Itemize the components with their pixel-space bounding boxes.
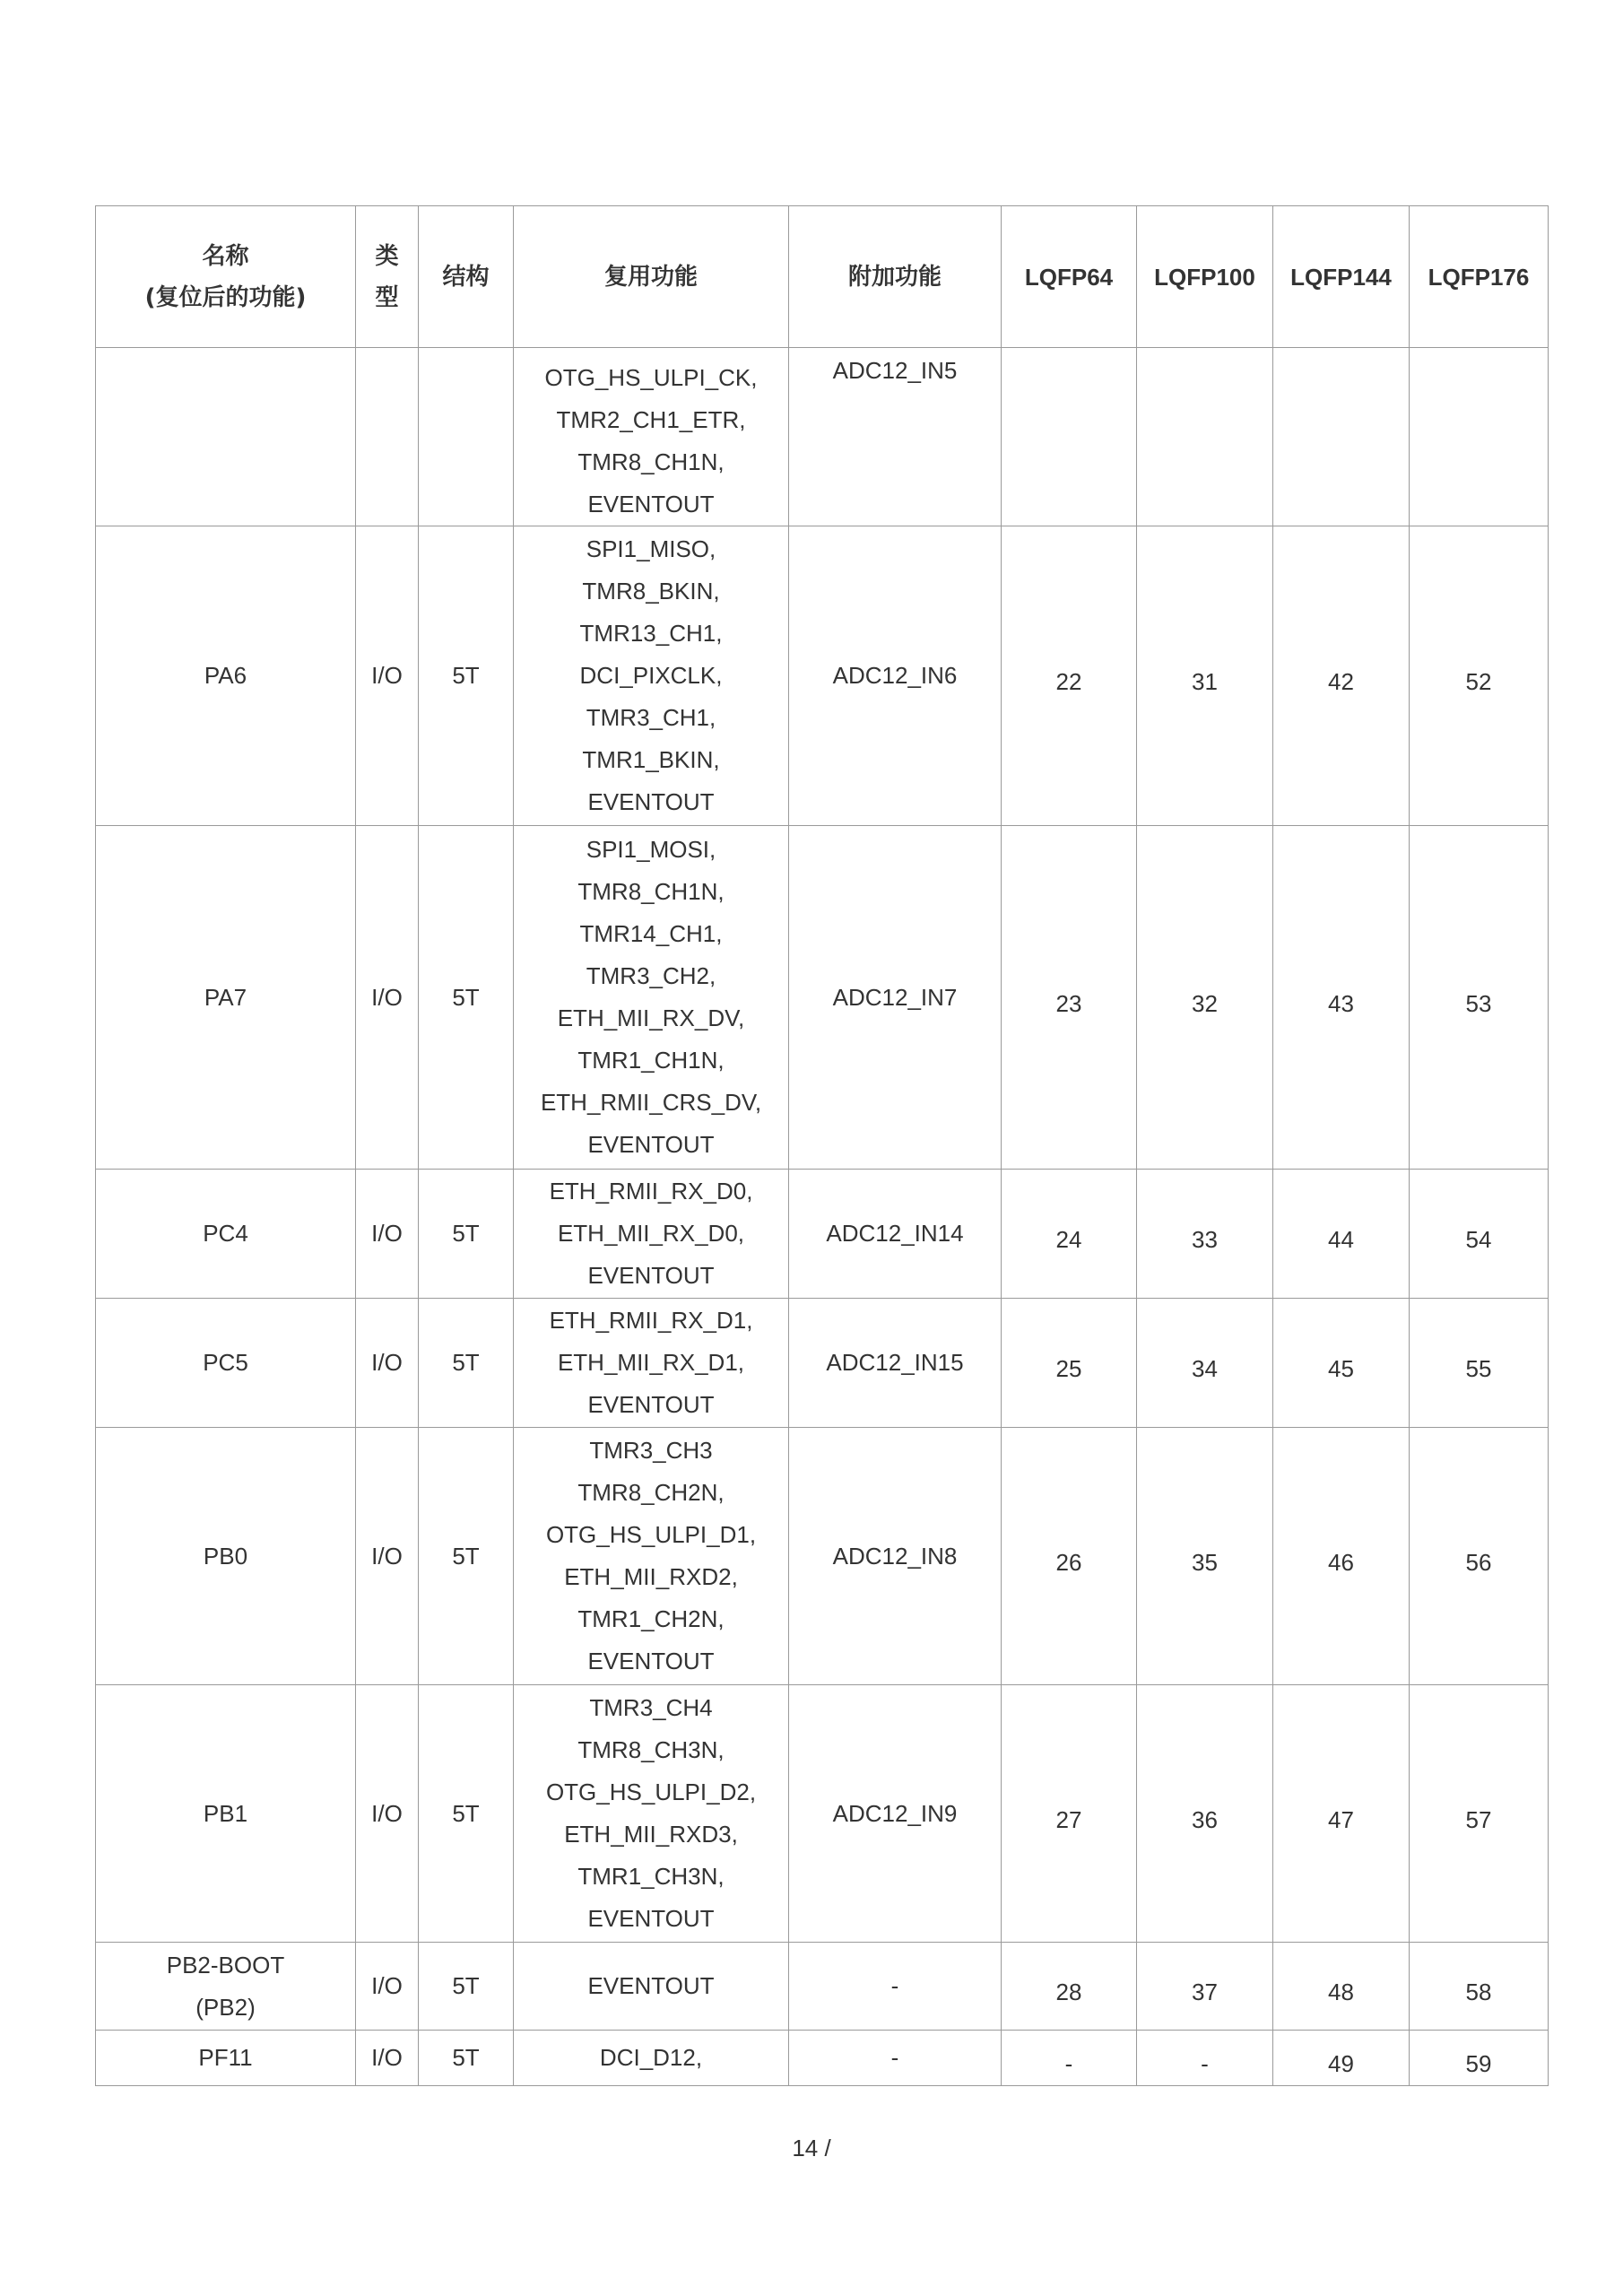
- table-row: [96, 1170, 1549, 1299]
- cell-type: I/O: [356, 2031, 419, 2086]
- page-number: 14 /: [792, 2135, 831, 2161]
- cell-alt-functions-line: SPI1_MISO,: [586, 535, 716, 562]
- cell-pin-name-line: PB0: [203, 1542, 248, 1570]
- cell-lqfp64: 24: [1002, 1170, 1137, 1299]
- cell-alt-functions: [514, 348, 789, 526]
- cell-lqfp144: 45: [1273, 1299, 1410, 1428]
- cell-alt-functions-line: TMR3_CH3: [589, 1437, 713, 1464]
- cell-lqfp100: 31: [1137, 526, 1273, 826]
- cell-pin-name: [96, 1943, 356, 2031]
- cell-type: I/O: [356, 526, 419, 826]
- cell-lqfp64: 25: [1002, 1299, 1137, 1428]
- cell-alt-functions: [514, 1299, 789, 1428]
- pin-definition-table: [95, 205, 1549, 2086]
- header-name: [96, 206, 356, 348]
- table-row: [96, 526, 1549, 826]
- cell-alt-functions-line: TMR13_CH1,: [579, 620, 723, 647]
- cell-alt-functions-line: TMR1_CH3N,: [577, 1863, 725, 1890]
- cell-lqfp144: [1273, 348, 1410, 526]
- cell-structure: 5T: [419, 526, 514, 826]
- cell-lqfp176: 59: [1410, 2031, 1549, 2086]
- cell-extra-functions: ADC12_IN9: [789, 1685, 1002, 1943]
- cell-lqfp100: [1137, 348, 1273, 526]
- cell-lqfp176: 56: [1410, 1428, 1549, 1685]
- cell-alt-functions-line: EVENTOUT: [587, 788, 715, 815]
- cell-alt-functions: [514, 1170, 789, 1299]
- cell-structure: 5T: [419, 1685, 514, 1943]
- table-row: [96, 1685, 1549, 1943]
- cell-alt-functions: [514, 1943, 789, 2031]
- cell-pin-name: [96, 1428, 356, 1685]
- cell-alt-functions-line: EVENTOUT: [587, 1131, 715, 1158]
- cell-lqfp64: 23: [1002, 826, 1137, 1170]
- table-row: [96, 1428, 1549, 1685]
- table-row: [96, 1299, 1549, 1428]
- cell-lqfp64: 26: [1002, 1428, 1137, 1685]
- cell-structure: 5T: [419, 1299, 514, 1428]
- cell-pin-name: [96, 348, 356, 526]
- header-lqfp64: LQFP64: [1002, 206, 1137, 348]
- cell-pin-name: [96, 526, 356, 826]
- cell-type: I/O: [356, 1170, 419, 1299]
- cell-alt-functions-line: EVENTOUT: [587, 1972, 715, 1999]
- header-lqfp100: LQFP100: [1137, 206, 1273, 348]
- cell-pin-name: [96, 1299, 356, 1428]
- header-structure: 结构: [419, 206, 514, 348]
- header-lqfp144: LQFP144: [1273, 206, 1410, 348]
- cell-lqfp100: 36: [1137, 1685, 1273, 1943]
- cell-alt-functions-line: EVENTOUT: [587, 491, 715, 517]
- cell-lqfp64: 28: [1002, 1943, 1137, 2031]
- cell-alt-functions-line: TMR8_CH1N,: [577, 448, 725, 475]
- cell-structure: 5T: [419, 1943, 514, 2031]
- cell-alt-functions-line: ETH_RMII_RX_D0,: [549, 1178, 753, 1205]
- cell-structure: 5T: [419, 826, 514, 1170]
- cell-alt-functions-line: TMR3_CH1,: [586, 704, 716, 731]
- cell-alt-functions: [514, 1685, 789, 1943]
- cell-extra-functions: ADC12_IN6: [789, 526, 1002, 826]
- cell-alt-functions-line: TMR1_CH2N,: [577, 1605, 725, 1632]
- header-name-line1: 名称: [202, 242, 249, 270]
- cell-lqfp100: 37: [1137, 1943, 1273, 2031]
- cell-alt-functions-line: ETH_MII_RXD3,: [564, 1821, 738, 1848]
- cell-alt-functions-line: ETH_RMII_CRS_DV,: [540, 1089, 762, 1116]
- cell-alt-functions-line: OTG_HS_ULPI_CK,: [544, 364, 758, 391]
- cell-lqfp176: 58: [1410, 1943, 1549, 2031]
- cell-alt-functions-line: EVENTOUT: [587, 1262, 715, 1289]
- cell-alt-functions-line: TMR8_CH3N,: [577, 1736, 725, 1763]
- cell-lqfp144: 42: [1273, 526, 1410, 826]
- cell-structure: 5T: [419, 1170, 514, 1299]
- cell-lqfp100: -: [1137, 2031, 1273, 2086]
- cell-lqfp100: 32: [1137, 826, 1273, 1170]
- cell-alt-functions-line: ETH_MII_RX_D0,: [557, 1220, 745, 1247]
- cell-alt-functions-line: TMR8_CH1N,: [577, 878, 725, 905]
- cell-pin-name-line: PA6: [204, 662, 247, 689]
- cell-pin-name: [96, 826, 356, 1170]
- cell-alt-functions-line: TMR1_CH1N,: [577, 1047, 725, 1074]
- header-name-line2: (复位后的功能): [144, 283, 307, 311]
- cell-pin-name: [96, 1170, 356, 1299]
- cell-alt-functions-line: TMR2_CH1_ETR,: [556, 406, 746, 433]
- cell-alt-functions-line: DCI_D12,: [599, 2044, 703, 2071]
- cell-alt-functions-line: TMR8_BKIN,: [582, 578, 720, 604]
- cell-alt-functions-line: OTG_HS_ULPI_D1,: [545, 1521, 757, 1548]
- header-type-line1: 类: [375, 242, 399, 270]
- cell-alt-functions-line: TMR8_CH2N,: [577, 1479, 725, 1506]
- cell-type: I/O: [356, 1685, 419, 1943]
- cell-alt-functions-line: DCI_PIXCLK,: [579, 662, 723, 689]
- cell-lqfp64: [1002, 348, 1137, 526]
- cell-type: [356, 348, 419, 526]
- cell-lqfp144: 43: [1273, 826, 1410, 1170]
- header-type-line2: 型: [375, 283, 399, 311]
- cell-alt-functions-line: TMR3_CH4: [589, 1694, 713, 1721]
- cell-lqfp176: [1410, 348, 1549, 526]
- cell-alt-functions: [514, 526, 789, 826]
- cell-lqfp100: 35: [1137, 1428, 1273, 1685]
- header-type: [356, 206, 419, 348]
- cell-alt-functions-line: SPI1_MOSI,: [586, 836, 716, 863]
- cell-type: I/O: [356, 1428, 419, 1685]
- cell-lqfp64: 27: [1002, 1685, 1137, 1943]
- cell-alt-functions-line: EVENTOUT: [587, 1905, 715, 1932]
- cell-alt-functions-line: ETH_MII_RX_D1,: [557, 1349, 745, 1376]
- cell-alt-functions-line: ETH_MII_RX_DV,: [557, 1004, 745, 1031]
- cell-lqfp176: 53: [1410, 826, 1549, 1170]
- cell-extra-functions: -: [789, 2031, 1002, 2086]
- cell-alt-functions: [514, 826, 789, 1170]
- header-extra-functions: 附加功能: [789, 206, 1002, 348]
- cell-pin-name-line: PC5: [203, 1349, 248, 1376]
- header-lqfp176: LQFP176: [1410, 206, 1549, 348]
- cell-alt-functions: [514, 2031, 789, 2086]
- cell-structure: 5T: [419, 1428, 514, 1685]
- table-header-row: [96, 206, 1549, 348]
- cell-pin-name: [96, 2031, 356, 2086]
- cell-lqfp176: 57: [1410, 1685, 1549, 1943]
- cell-type: I/O: [356, 826, 419, 1170]
- cell-lqfp144: 48: [1273, 1943, 1410, 2031]
- cell-alt-functions-line: TMR1_BKIN,: [582, 746, 720, 773]
- cell-structure: 5T: [419, 2031, 514, 2086]
- cell-alt-functions-line: EVENTOUT: [587, 1391, 715, 1418]
- cell-pin-name-line: PA7: [204, 983, 247, 1011]
- cell-lqfp100: 34: [1137, 1299, 1273, 1428]
- table-row: [96, 348, 1549, 526]
- cell-lqfp144: 49: [1273, 2031, 1410, 2086]
- cell-alt-functions: [514, 1428, 789, 1685]
- cell-pin-name-line: PB2-BOOT: [166, 1951, 285, 1979]
- cell-lqfp144: 46: [1273, 1428, 1410, 1685]
- cell-lqfp176: 52: [1410, 526, 1549, 826]
- cell-alt-functions-line: TMR3_CH2,: [586, 962, 716, 989]
- cell-pin-name-line: PB1: [203, 1799, 248, 1827]
- cell-lqfp176: 55: [1410, 1299, 1549, 1428]
- header-alt-functions: 复用功能: [514, 206, 789, 348]
- cell-pin-name: [96, 1685, 356, 1943]
- cell-lqfp176: 54: [1410, 1170, 1549, 1299]
- cell-pin-name-line: PC4: [203, 1220, 248, 1247]
- table-row: [96, 1943, 1549, 2031]
- cell-structure: [419, 348, 514, 526]
- cell-alt-functions-line: TMR14_CH1,: [579, 920, 723, 947]
- table-row: [96, 2031, 1549, 2086]
- table-row: [96, 826, 1549, 1170]
- cell-alt-functions-line: EVENTOUT: [587, 1648, 715, 1674]
- cell-type: I/O: [356, 1299, 419, 1428]
- cell-extra-functions: ADC12_IN14: [789, 1170, 1002, 1299]
- cell-pin-name-line: PF11: [198, 2044, 253, 2071]
- cell-lqfp144: 44: [1273, 1170, 1410, 1299]
- cell-alt-functions-line: ETH_MII_RXD2,: [564, 1563, 738, 1590]
- cell-lqfp100: 33: [1137, 1170, 1273, 1299]
- cell-lqfp64: 22: [1002, 526, 1137, 826]
- cell-extra-functions: -: [789, 1943, 1002, 2031]
- cell-pin-name-line: (PB2): [195, 1993, 256, 2021]
- table-body: [96, 348, 1549, 2086]
- cell-extra-functions: ADC12_IN15: [789, 1299, 1002, 1428]
- cell-alt-functions-line: ETH_RMII_RX_D1,: [549, 1307, 753, 1334]
- cell-lqfp144: 47: [1273, 1685, 1410, 1943]
- cell-extra-functions: ADC12_IN7: [789, 826, 1002, 1170]
- cell-lqfp64: -: [1002, 2031, 1137, 2086]
- cell-alt-functions-line: OTG_HS_ULPI_D2,: [545, 1779, 757, 1805]
- cell-extra-functions: ADC12_IN5: [789, 348, 1002, 526]
- cell-type: I/O: [356, 1943, 419, 2031]
- cell-extra-functions: ADC12_IN8: [789, 1428, 1002, 1685]
